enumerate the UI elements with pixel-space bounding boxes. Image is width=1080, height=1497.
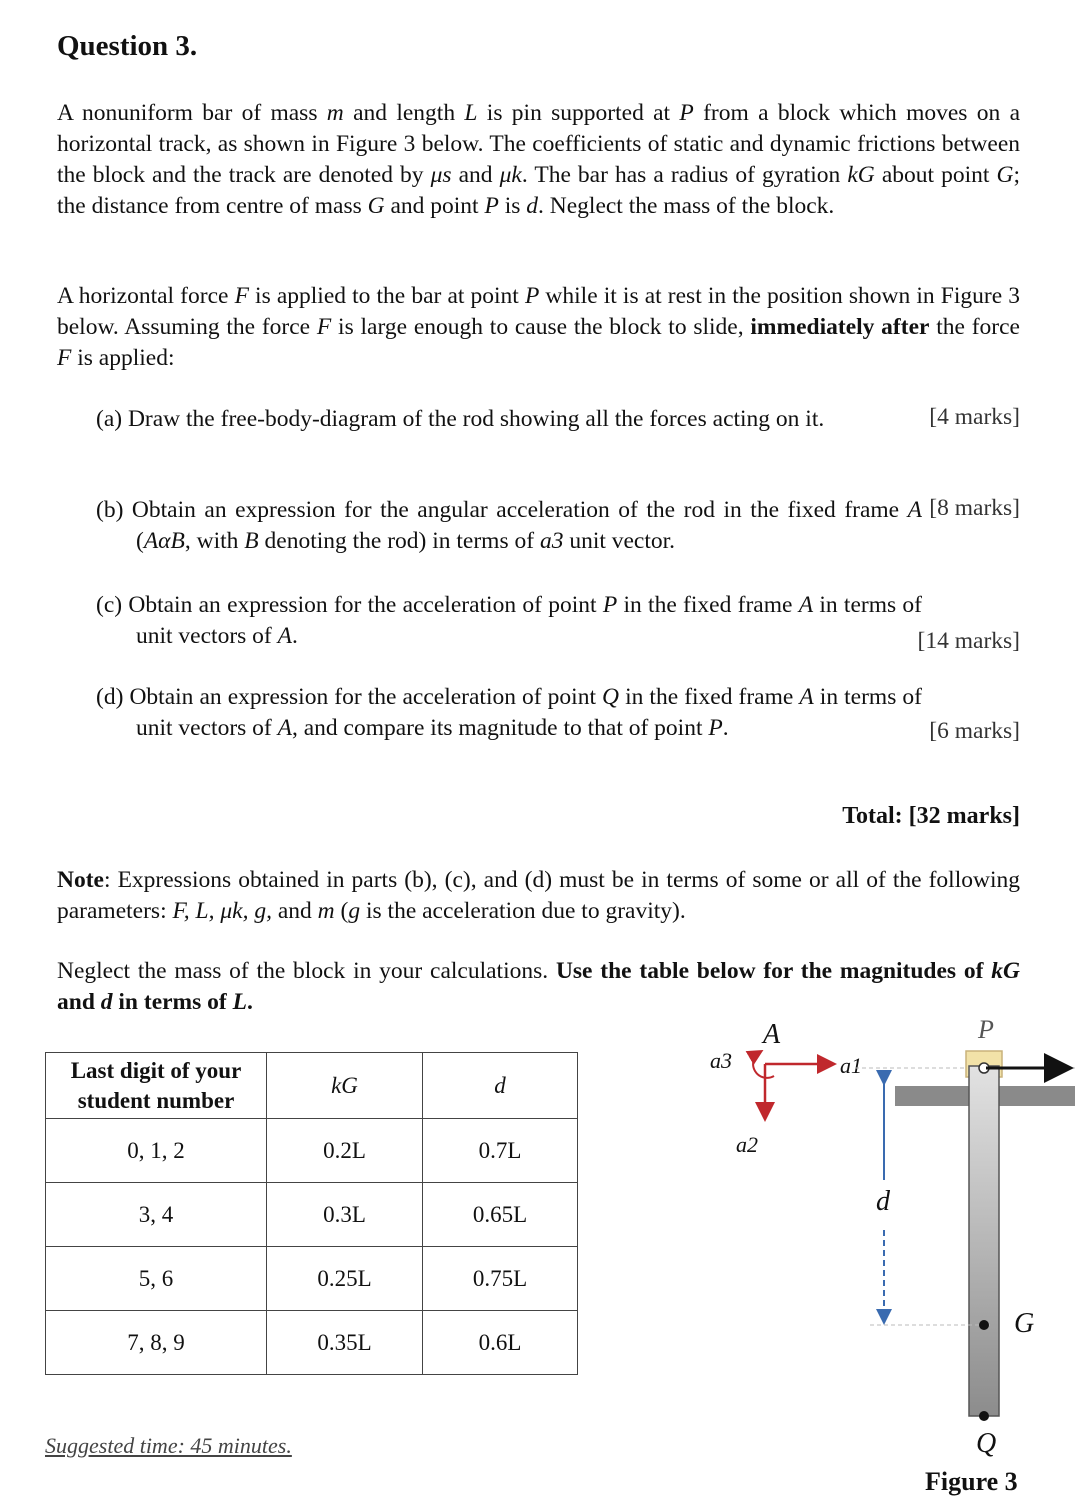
figure-caption: Figure 3 bbox=[925, 1467, 1018, 1496]
intro-paragraph: A nonuniform bar of mass m and length L is pin supported at P from a block which moves on a horizontal track, as shown in Figure 3 below. The coefficients of static and dynamic frictions between the block and the track are denoted by μs and μk. The bar has a radius of gyration kG about point G; the distance from centre of mass G and point P is d. Neglect the mass of the block. bbox=[57, 100, 1021, 219]
part-a-marks: [4 marks] bbox=[929, 404, 1020, 430]
header-kg: kG bbox=[267, 1053, 423, 1119]
figure-3 bbox=[690, 1010, 1075, 1497]
axis-label-a3: a3 bbox=[710, 1048, 732, 1073]
header-student-digit: Last digit of your student number bbox=[46, 1053, 267, 1119]
table-cell-digits: 7, 8, 9 bbox=[46, 1311, 267, 1375]
table-cell-d: 0.65L bbox=[423, 1183, 578, 1247]
neglect-paragraph: Neglect the mass of the block in your calculations. Use the table below for the magnitudes of kG and d in terms of L. bbox=[57, 958, 1020, 1015]
total-marks: Total: [32 marks] bbox=[842, 803, 1020, 829]
question-title: Question 3. bbox=[57, 30, 198, 62]
table-header-row bbox=[46, 1053, 578, 1119]
table-cell-d: 0.75L bbox=[423, 1247, 578, 1311]
part-b-marks: [8 marks] bbox=[929, 495, 1020, 521]
header-d: d bbox=[423, 1053, 578, 1119]
force-paragraph: A horizontal force F is applied to the bar at point P while it is at rest in the position shown in Figure 3 below. Assuming the force F is large enough to cause the block to slide, immediately after the force F is applied: bbox=[57, 283, 1020, 371]
reference-frame bbox=[710, 1019, 862, 1157]
point-label-q: Q bbox=[976, 1428, 997, 1459]
point-label-p: P bbox=[978, 1015, 994, 1044]
note-paragraph: Note: Expressions obtained in parts (b), (c), and (d) must be in terms of some or all of the following parameters: F, L, μk, g, and m (g is the acceleration due to gravity). bbox=[57, 867, 1020, 924]
table-cell-kg: 0.3L bbox=[267, 1183, 423, 1247]
table-cell-digits: 0, 1, 2 bbox=[46, 1119, 267, 1183]
part-c-marks: [14 marks] bbox=[917, 628, 1020, 654]
point-label-g: G bbox=[1014, 1308, 1035, 1339]
part-c: (c) Obtain an expression for the acceleration of point P in the fixed frame A in terms of unit vectors of A. bbox=[96, 592, 922, 649]
table-row bbox=[46, 1311, 578, 1375]
dimension-label-d: d bbox=[876, 1186, 890, 1217]
part-a: (a) Draw the free-body-diagram of the rod showing all the forces acting on it. bbox=[96, 406, 825, 432]
table-cell-d: 0.7L bbox=[423, 1119, 578, 1183]
table-cell-digits: 5, 6 bbox=[46, 1247, 267, 1311]
table-row bbox=[46, 1183, 578, 1247]
table-cell-digits: 3, 4 bbox=[46, 1183, 267, 1247]
table-cell-d: 0.6L bbox=[423, 1311, 578, 1375]
table-cell-kg: 0.25L bbox=[267, 1247, 423, 1311]
frame-label-a: A bbox=[763, 1019, 781, 1050]
part-d: (d) Obtain an expression for the acceleration of point Q in the fixed frame A in terms of unit vectors of A, and compare its magnitude to that of point P. bbox=[96, 684, 922, 741]
nonuniform-bar bbox=[969, 1066, 999, 1416]
centre-of-mass-g bbox=[979, 1320, 989, 1330]
parameter-table bbox=[45, 1052, 578, 1375]
part-b: (b) Obtain an expression for the angular acceleration of the rod in the fixed frame A (AαB, with B denoting the rod) in terms of a3 unit vector. bbox=[96, 497, 922, 554]
point-q bbox=[979, 1411, 989, 1421]
axis-label-a1: a1 bbox=[840, 1053, 862, 1078]
table-cell-kg: 0.2L bbox=[267, 1119, 423, 1183]
table-row bbox=[46, 1247, 578, 1311]
table-row bbox=[46, 1119, 578, 1183]
axis-label-a2: a2 bbox=[736, 1132, 758, 1157]
table-cell-kg: 0.35L bbox=[267, 1311, 423, 1375]
part-d-marks: [6 marks] bbox=[929, 718, 1020, 744]
suggested-time: Suggested time: 45 minutes. bbox=[45, 1433, 292, 1458]
